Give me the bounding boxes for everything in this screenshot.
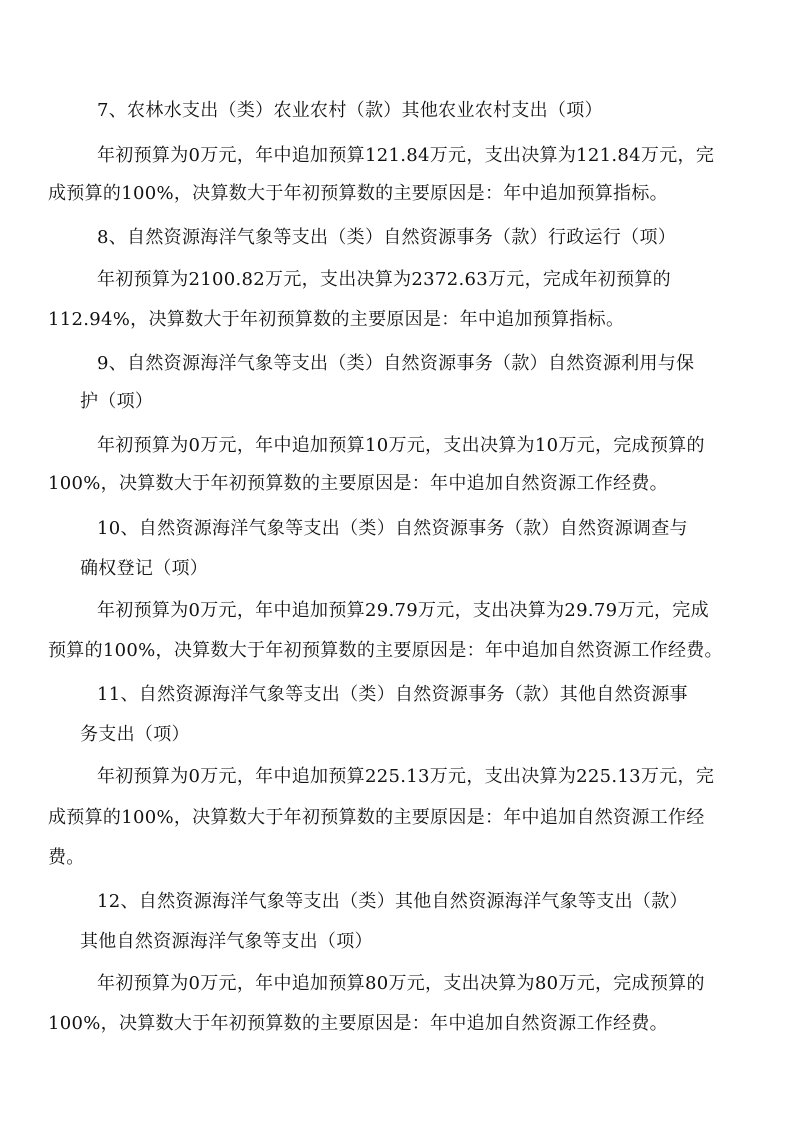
section-9-body-line-2: 100%，决算数大于年初预算数的主要原因是：年中追加自然资源工作经费。 — [48, 473, 668, 494]
section-11-heading-line-1: 11、自然资源海洋气象等支出（类）自然资源事务（款）其他自然资源事 — [97, 684, 688, 705]
section-10-body-line-1: 年初预算为0万元，年中追加预算29.79万元，支出决算为29.79万元，完成 — [97, 600, 709, 621]
section-7-heading: 7、农林水支出（类）农业农村（款）其他农业农村支出（项） — [97, 100, 603, 121]
section-11-body-line-1: 年初预算为0万元，年中追加预算225.13万元，支出决算为225.13万元，完 — [97, 766, 715, 787]
section-7-body-line-2: 成预算的100%，决算数大于年初预算数的主要原因是：年中追加预算指标。 — [48, 183, 668, 204]
section-8-heading: 8、自然资源海洋气象等支出（类）自然资源事务（款）行政运行（项） — [97, 227, 677, 248]
section-12-body-line-2: 100%，决算数大于年初预算数的主要原因是：年中追加自然资源工作经费。 — [48, 1013, 668, 1034]
section-10-body-line-2: 预算的100%，决算数大于年初预算数的主要原因是：年中追加自然资源工作经费。 — [48, 640, 723, 661]
section-7-body-line-1: 年初预算为0万元，年中追加预算121.84万元，支出决算为121.84万元，完 — [97, 145, 715, 166]
section-8-body-line-2: 112.94%，决算数大于年初预算数的主要原因是：年中追加预算指标。 — [48, 309, 625, 330]
section-10-heading-line-1: 10、自然资源海洋气象等支出（类）自然资源事务（款）自然资源调查与 — [97, 518, 688, 539]
section-11-body-line-2: 成预算的100%，决算数大于年初预算数的主要原因是：年中追加自然资源工作经 — [48, 807, 705, 828]
section-12-body-line-1: 年初预算为0万元，年中追加预算80万元，支出决算为80万元，完成预算的 — [97, 973, 705, 994]
section-12-heading-line-1: 12、自然资源海洋气象等支出（类）其他自然资源海洋气象等支出（款） — [97, 891, 688, 912]
section-9-heading-line-2: 护（项） — [80, 391, 154, 412]
section-11-body-line-3: 费。 — [48, 847, 85, 868]
section-9-body-line-1: 年初预算为0万元，年中追加预算10万元，支出决算为10万元，完成预算的 — [97, 435, 705, 456]
section-12-heading-line-2: 其他自然资源海洋气象等支出（项） — [80, 931, 373, 952]
section-11-heading-line-2: 务支出（项） — [80, 724, 190, 745]
section-9-heading-line-1: 9、自然资源海洋气象等支出（类）自然资源事务（款）自然资源利用与保 — [97, 353, 695, 374]
section-8-body-line-1: 年初预算为2100.82万元，支出决算为2372.63万元，完成年初预算的 — [97, 269, 671, 290]
section-10-heading-line-2: 确权登记（项） — [80, 558, 209, 579]
